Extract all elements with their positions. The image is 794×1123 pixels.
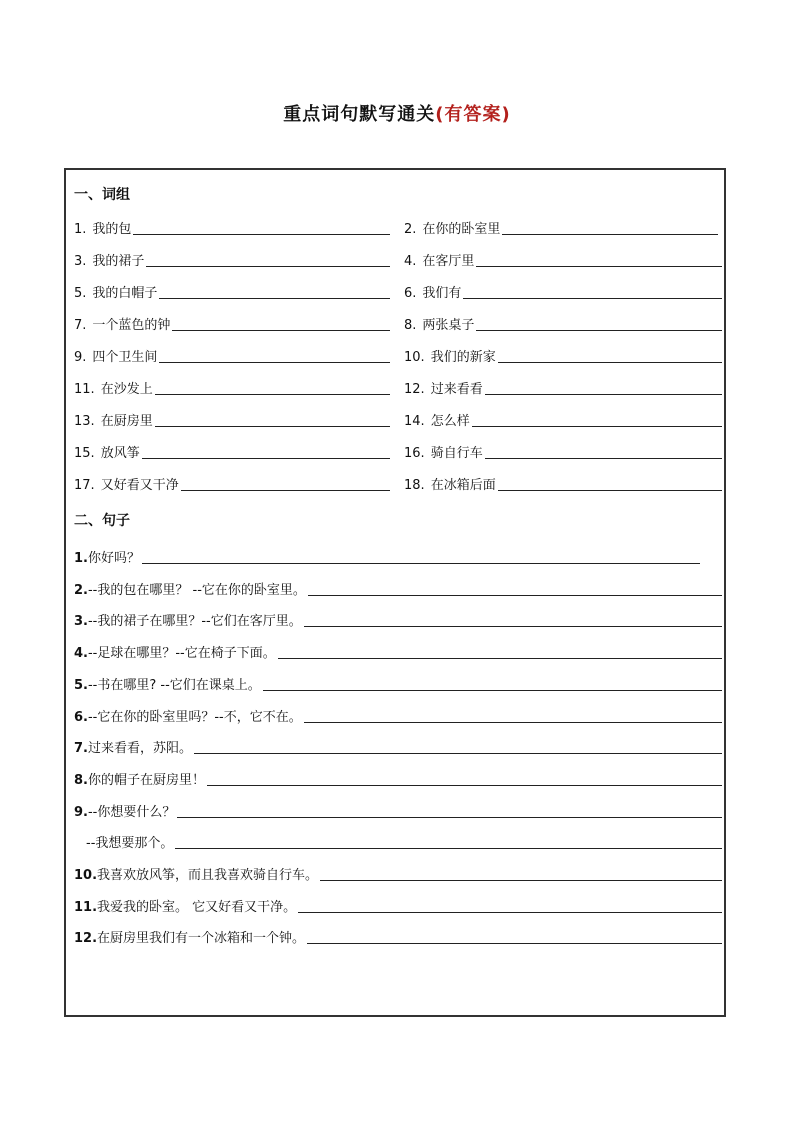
answer-blank-line[interactable]: [142, 562, 700, 564]
answer-blank-line[interactable]: [172, 329, 390, 331]
sentence-text: 你好吗？: [87, 551, 140, 566]
phrase-number: 18.: [404, 478, 425, 493]
answer-blank-line[interactable]: [155, 425, 390, 427]
sentence-text: 你的帽子在厨房里！: [87, 772, 205, 788]
phrase-item: [404, 313, 722, 333]
phrase-number: 15.: [74, 446, 95, 461]
phrase-text: 两张桌子: [422, 318, 475, 333]
sentence-number: 10.: [74, 868, 98, 883]
title-answers-note: (有答案): [435, 104, 511, 125]
phrase-text: 一个蓝色的钟: [92, 318, 171, 333]
sentence-row: [74, 895, 722, 915]
phrase-item: [404, 249, 722, 269]
sentence-text: 过来看看，苏阳。: [87, 741, 192, 757]
section-heading-sentences: 二、句子: [74, 513, 130, 529]
phrase-item: [404, 217, 718, 237]
answer-blank-line[interactable]: [463, 297, 722, 299]
sentence-text: --我的裙子在哪里？--它们在客厅里。: [87, 614, 302, 630]
section-heading-phrases: 一、词组: [74, 187, 130, 203]
phrase-item: [404, 345, 722, 365]
phrase-item: [74, 473, 390, 493]
phrase-text: 在客厅里: [422, 254, 475, 269]
phrase-row: [74, 313, 716, 333]
phrase-text: 又好看又干净: [100, 478, 179, 493]
phrase-item: [74, 217, 390, 237]
sentence-row: [86, 831, 722, 851]
phrase-text: 骑自行车: [430, 446, 483, 461]
phrase-number: 10.: [404, 350, 425, 365]
answer-blank-line[interactable]: [133, 233, 390, 235]
phrase-item: [74, 313, 390, 333]
phrase-row: [74, 377, 716, 397]
sentence-row: [74, 546, 700, 566]
answer-blank-line[interactable]: [498, 361, 722, 363]
phrase-text: 我的白帽子: [92, 286, 158, 301]
phrase-text: 我的包: [92, 222, 132, 237]
answer-blank-line[interactable]: [485, 457, 722, 459]
phrase-text: 在沙发上: [100, 382, 153, 397]
phrase-item: [404, 441, 722, 461]
answer-blank-line[interactable]: [159, 297, 390, 299]
phrase-number: 7.: [74, 318, 87, 333]
answer-blank-line[interactable]: [304, 721, 722, 723]
phrase-item: [74, 377, 390, 397]
answer-blank-line[interactable]: [498, 489, 722, 491]
sentence-number: 4.: [74, 646, 88, 662]
phrase-text: 我的裙子: [92, 254, 145, 269]
phrase-row: [74, 409, 716, 429]
sentence-number: 2.: [74, 582, 88, 598]
sentence-text: --我的包在哪里？ --它在你的卧室里。: [87, 582, 306, 598]
answer-blank-line[interactable]: [146, 265, 390, 267]
sentence-text: --我想要那个。: [86, 836, 174, 852]
phrase-number: 3.: [74, 254, 87, 269]
phrase-number: 2.: [404, 222, 417, 237]
phrase-text: 我们有: [422, 286, 462, 301]
phrase-row: [74, 345, 716, 365]
sentence-text: --你想要什么？: [87, 804, 176, 820]
phrase-row: [74, 249, 716, 269]
title-main: 重点词句默写通关: [283, 104, 436, 125]
sentence-row: [74, 736, 722, 756]
sentence-row: [74, 863, 722, 883]
answer-blank-line[interactable]: [308, 594, 722, 596]
phrase-text: 过来看看: [430, 382, 483, 397]
answer-blank-line[interactable]: [194, 752, 722, 754]
answer-blank-line[interactable]: [298, 911, 722, 913]
phrase-number: 4.: [404, 254, 417, 269]
sentence-number: 1.: [74, 551, 88, 566]
phrase-text: 我们的新家: [430, 350, 496, 365]
sentence-text: 我喜欢放风筝，而且我喜欢骑自行车。: [97, 868, 319, 883]
sentence-text: --它在你的卧室里吗？--不，它不在。: [87, 709, 302, 725]
sentence-text: --足球在哪里？--它在椅子下面。: [87, 646, 276, 662]
phrase-text: 在冰箱后面: [430, 478, 496, 493]
sentence-number: 3.: [74, 614, 88, 630]
sentence-number: 7.: [74, 741, 88, 757]
phrase-number: 1.: [74, 222, 87, 237]
phrase-item: [404, 377, 722, 397]
sentence-row: [74, 609, 722, 629]
phrase-number: 9.: [74, 350, 87, 365]
phrase-text: 在你的卧室里: [422, 222, 501, 237]
answer-blank-line[interactable]: [207, 784, 722, 786]
sentence-text: --书在哪里? --它们在课桌上。: [87, 677, 261, 693]
sentence-number: 6.: [74, 709, 88, 725]
sentence-row: [74, 705, 722, 725]
answer-blank-line[interactable]: [472, 425, 722, 427]
phrase-number: 12.: [404, 382, 425, 397]
phrase-item: [74, 345, 390, 365]
phrase-item: [74, 249, 390, 269]
phrase-number: 16.: [404, 446, 425, 461]
answer-blank-line[interactable]: [476, 329, 722, 331]
phrase-number: 14.: [404, 414, 425, 429]
phrase-number: 11.: [74, 382, 95, 397]
sentence-number: 11.: [74, 899, 98, 915]
phrase-text: 在厨房里: [100, 414, 153, 429]
phrase-row: [74, 441, 716, 461]
phrase-text: 四个卫生间: [92, 350, 158, 365]
answer-blank-line[interactable]: [307, 942, 722, 944]
answer-blank-line[interactable]: [485, 393, 722, 395]
answer-blank-line[interactable]: [155, 393, 390, 395]
answer-blank-line[interactable]: [175, 847, 722, 849]
phrase-item: [404, 281, 722, 301]
answer-blank-line[interactable]: [304, 625, 722, 627]
answer-blank-line[interactable]: [159, 361, 390, 363]
phrase-item: [74, 281, 390, 301]
answer-blank-line[interactable]: [263, 689, 722, 691]
sentence-number: 12.: [74, 931, 98, 947]
sentence-text: 在厨房里我们有一个冰箱和一个钟。: [97, 931, 306, 947]
sentence-number: 9.: [74, 804, 88, 820]
sentence-number: 8.: [74, 772, 88, 788]
phrase-text: 放风筝: [100, 446, 140, 461]
phrase-row: [74, 217, 716, 237]
phrase-text: 怎么样: [430, 414, 470, 429]
answer-blank-line[interactable]: [502, 233, 718, 235]
answer-blank-line[interactable]: [278, 657, 722, 659]
phrase-number: 17.: [74, 478, 95, 493]
answer-blank-line[interactable]: [177, 816, 722, 818]
answer-blank-line[interactable]: [142, 457, 390, 459]
sentence-row: [74, 673, 722, 693]
phrase-row: [74, 281, 716, 301]
phrase-number: 13.: [74, 414, 95, 429]
page-title: [0, 100, 794, 126]
sentence-row: [74, 768, 722, 788]
sentence-text: 我爱我的卧室。 它又好看又干净。: [97, 899, 297, 915]
sentence-row: [74, 800, 722, 820]
phrase-item: [74, 409, 390, 429]
phrase-item: [404, 409, 722, 429]
phrase-row: [74, 473, 716, 493]
phrase-number: 5.: [74, 286, 87, 301]
sentence-number: 5.: [74, 677, 88, 693]
phrase-item: [74, 441, 390, 461]
phrase-number: 6.: [404, 286, 417, 301]
answer-blank-line[interactable]: [476, 265, 722, 267]
worksheet-box: [64, 168, 726, 1017]
answer-blank-line[interactable]: [320, 879, 722, 881]
phrase-item: [404, 473, 722, 493]
answer-blank-line[interactable]: [181, 489, 390, 491]
sentence-row: [74, 926, 722, 946]
sentence-row: [74, 578, 722, 598]
sentence-row: [74, 641, 722, 661]
phrase-number: 8.: [404, 318, 417, 333]
